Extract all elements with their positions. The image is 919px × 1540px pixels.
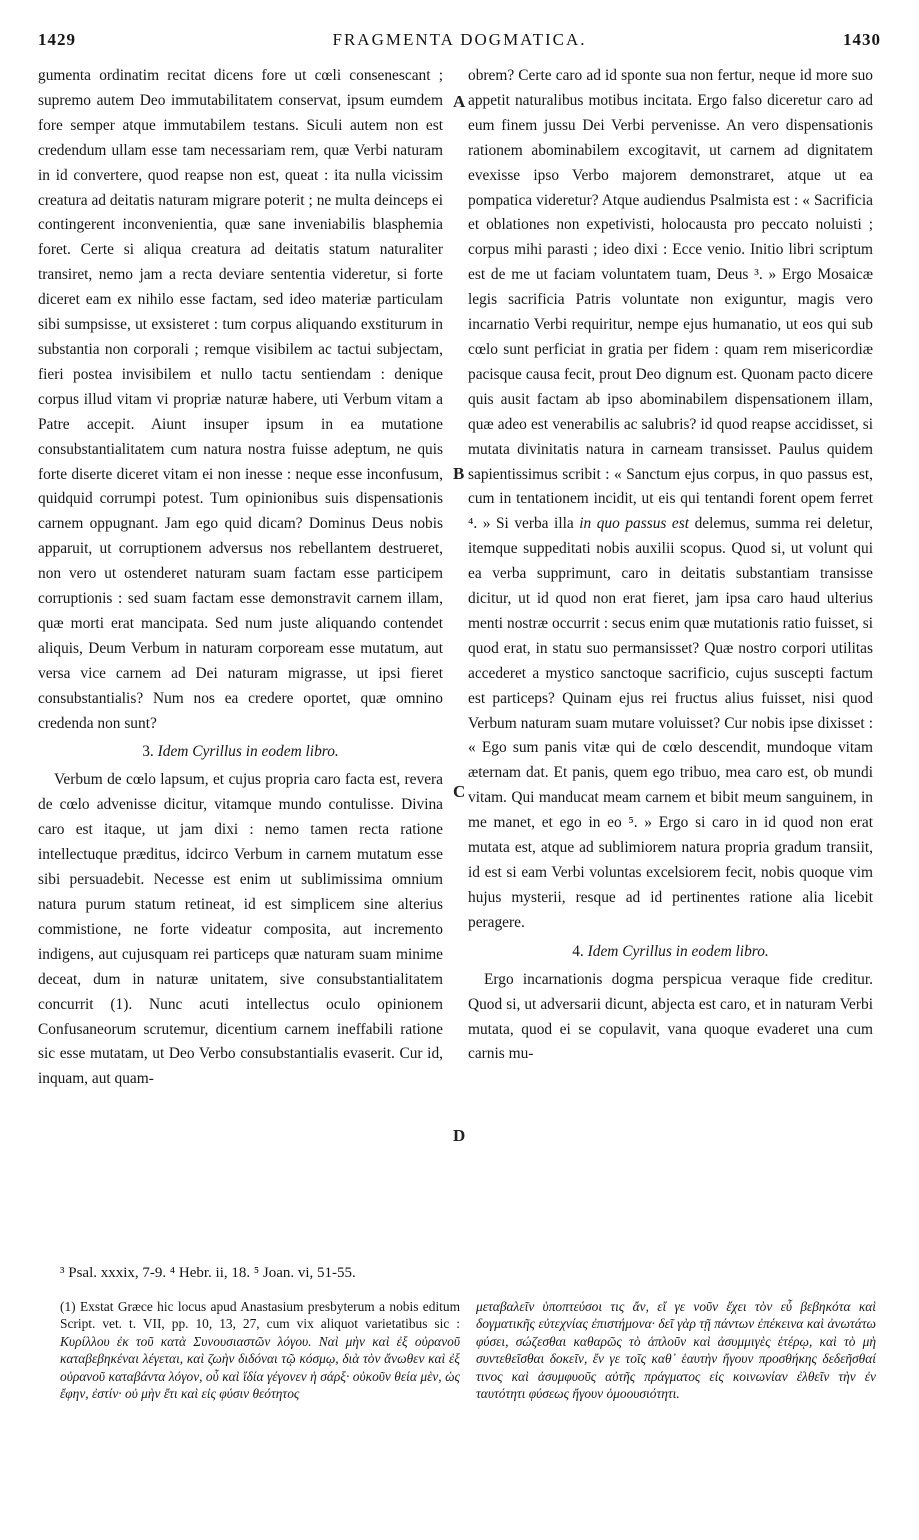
section-number-4: 4. bbox=[572, 942, 584, 960]
right-paragraph-1-tail: delemus, summa rei deletur, itemque suppeditati nobis auxilii scopus. Quod si, ut volunt qui ea verba supprimunt, caro in deitatis substantiam transisse dicitur, ut id quod non erat fieret, jam ipsa caro haud ulterius menti nostræ occurrit : secus enim quæ mutationis ratio fuisset, si quod erat, in statu suo permansisset? Quæ nostro corpori utilitas accederet a mystico sanctoque sacrificio, cujus suscepti factum est particeps? Quinam ejus rei fructus alius fuisset, nisi quod Verbum naturam suam mutare voluisset? Cur nobis ipse dixisset : « Ego sum panis vitæ qui de cœlo descendit, mundoque vitam æternam dat. Et panis, quem ego tribuo, mea caro est, ob mundi vitam. Qui manducat meam carnem et bibit meum sanguinem, in me manet, et ego in eo ⁵. » Ergo si caro in id quod non erat mutata est, atque ad sublimiorem natura propria gradum transiit, id est si eam Verbi voluntas excelsiorem fecit, nobis quoque vim hujus mysterii, resque ad id pertinentes ratione alia licebit peragere. bbox=[468, 515, 873, 931]
note-1-text bbox=[60, 1298, 460, 1402]
margin-marker-b: B bbox=[453, 464, 465, 483]
page-number-left: 1429 bbox=[38, 30, 76, 49]
right-paragraph-1 bbox=[468, 64, 873, 936]
section-title-4: Idem Cyrillus in eodem libro. bbox=[587, 942, 769, 960]
scripture-footnotes: ³ Psal. xxxix, 7-9. ⁴ Hebr. ii, 18. ⁵ Joan. vi, 51-55. bbox=[60, 1265, 356, 1281]
page-number-right: 1430 bbox=[843, 30, 881, 49]
right-paragraph-1-text: obrem? Certe caro ad id sponte sua non fertur, neque id more suo appetit naturalibus motibus incitata. Ergo falso diceretur caro ad eum finem jussu Dei Verbi pervenisse. An vero dispensationis rationem abominabilem excogitavit, ut carnem ad dignitatem evexisse ipso Verbo majorem demonstraret, atque ut ea pompatica videretur? Atque audiendus Psalmista est : « Sacrificia et oblationes non expetivisti, holocausta pro peccato noluisti ; corpus mihi parasti ; ideo dixi : Ecce venio. Initio libri scriptum est de me ut faciam voluntatem tuam, Deus ³. » Ergo Mosaicæ legis sacrificia Patris voluntate non exiguntur, magis vero incarnatio Verbi requiritur, nempe ejus humanatio, ut eos qui sub cœlo sunt perficiat in gratia per fidem : quam rem misericordiæ pacisque causa fecit, prout Deo dignum est. Quonam pacto dicere quis ausit factam ab ipso abominabilem dispensationem illam, quæ adeo est venerabilis ac salubris? id quod reapse accidisset, si mutata divinitatis natura in carneam transisset. Paulus quidem sapientissimus scribit : « Sanctum ejus corpus, in quo passus est, cum in tentationem incidit, ut eis qui tentandi forent opem ferret ⁴. » Si verba illa bbox=[468, 67, 873, 533]
section-heading-4 bbox=[468, 940, 873, 964]
margin-marker-a: A bbox=[453, 92, 466, 111]
note-1-latin: (1) Exstat Græce hic locus apud Anastasium presbyterum a nobis editum Script. vet. t. VII, pp. 10, 13, 27, cum vix aliquot varietatibus sic : bbox=[60, 1299, 460, 1332]
note-1-left bbox=[60, 1298, 460, 1402]
left-paragraph-2: Verbum de cœlo lapsum, et cujus propria caro facta est, revera de cœlo advenisse dicitur, vitamque mundo contulisse. Divina caro est itaque, ut jam dixi : nemo tamen recta ratione intellectuque præditus, idcirco Verbum in carnem mutatum esse sibi persuadebit. Necesse est enim ut sublimissima omnium natura purum statum retineat, id est simplicem sine alterius commistione, ne forte videatur composita, aut incremento indigens, aut cujusquam rei particeps quæ naturam suam minime deceat, dum in naturæ unitatem, sive consubstantialitatem concurrit (1). Nunc acuti intellectus oculo opinionem Confusaneorum scrutemur, dicentium carnem ineffabili ratione sic esse mutatam, ut Deo Verbo consubstantialis evaserit. Cur id, inquam, aut quam- bbox=[38, 771, 443, 1088]
section-number-3: 3. bbox=[142, 743, 154, 761]
section-title-3: Idem Cyrillus in eodem libro. bbox=[157, 743, 339, 761]
note-1-right bbox=[476, 1298, 876, 1402]
margin-marker-c: C bbox=[453, 782, 466, 801]
left-column bbox=[38, 64, 443, 1092]
section-heading-3 bbox=[38, 740, 443, 764]
running-title: FRAGMENTA DOGMATICA. bbox=[332, 30, 587, 49]
right-paragraph-2: Ergo incarnationis dogma perspicua veraque fide creditur. Quod si, ut adversarii dicunt, abjecta est caro, et in naturam Verbi mutata, quod ei se copulavit, vana quoque evaderet una cum carnis mu- bbox=[468, 970, 873, 1063]
margin-marker-d: D bbox=[453, 1126, 466, 1145]
text-columns bbox=[38, 56, 881, 1272]
running-header bbox=[38, 30, 881, 56]
right-column bbox=[468, 64, 873, 1067]
right-paragraph-1-italic: in quo passus est bbox=[579, 515, 690, 533]
left-paragraph-1: gumenta ordinatim recitat dicens fore ut cœli consenescant ; supremo autem Deo immutabilitatem conservat, ipsum eumdem fore semper atque immutabilem testans. Siculi autem non est credendum ullam esse tam necessariam rem, quæ Verbi naturam in id convertere, quod reapse non est, queat : ita nulla vicissim creatura ad deitatis naturam migrare poterit ; ne multa deinceps ei contingerent inconvenientia, quæ sane inveniabilis blasphemia foret. Certe si aliqua creatura ad deitatis statum naturaliter transiret, nemo jam a recta deviare sententia videretur, si forte diceret eam ex nihilo esse factam, sed ideo materiæ particulam sibi sumpsisse, ut exsisteret : tum corpus aliquando exstiturum in substantia non corporali ; remque visibilem ac tactui subjectam, fieri postea invisibilem et nullo tactu sentiendam : denique corpus illud vitam vi propriæ naturæ habere, uti Verbum vitam a Patre accepit. Aiunt insuper ipsum in ea mutatione consubstantialitatem cum natura nostra fuisse adeptum, ne quis forte diserte diceret vitam ei non inesse : neque esse inconfusum, quidquid corrumpi potest. Tum opinionibus suis dispensationis carnem oppugnant. Jam ego quid dicam? Dominus Deus nobis apparuit, ut corruptionem adversus nos rebellantem destrueret, non vero ut ostenderet naturam suam factam esse participem corruptionis : sed suam factam esse demonstravit carnem illam, quæ morti erat mancipata. Sed num juste aliquando contendet aliquis, Deum Verbum in naturam corpoream esse mutatum, aut versa vice carnem ad Dei naturam migrasse, ut ipsi fieret consubstantialis? Num nos ea credere oportet, quæ omnino credenda non sunt? bbox=[38, 67, 443, 732]
note-1-greek-continued: μεταβαλεῖν ὑποπτεύσοι τις ἄν, εἴ γε νοῦν ἔχει τὸν εὖ βεβηκότα καὶ δογματικῆς εὐτεχνίας ἐπιστήμονα· δεῖ γὰρ τῇ πάντων ἐπέκεινα καὶ ἀνωτάτω φύσει, σώζεσθαι καθαρῶς τὸ ἁπλοῦν καὶ ἀσυμμιγὲς ἑτέρῳ, καὶ τὸ μὴ συντεθεῖσθαι δοκεῖν, ἔν γε τοῖς καθ᾽ ἑαυτὴν ἤγουν προσθήκης δεδεῆσθαί τινος καὶ ἀσυμφυοῦς αὐτῆς πράγματος εἰς κοινωνίαν ἐλθεῖν τὴν ἐν ταυτότητι φύσεως ἤγουν ὁμοουσιότητι. bbox=[476, 1299, 876, 1402]
note-1-greek: Κυρίλλου ἐκ τοῦ κατὰ Συνουσιαστῶν λόγου. Ναὶ μὴν καὶ ἐξ οὐρανοῦ καταβεβηκέναι λέγεται, καὶ ζωὴν διδόναι τῷ κόσμῳ, διὰ τὸν ἄνωθεν καὶ ἐξ οὐρανοῦ καταβάντα λόγον, οὗ καὶ ἴδία γέγονεν ἡ σάρξ· οὐκοῦν θεία μὲν, ὡς ἔφην, ἐστίν· οὐ μὴν ἔτι καὶ εἰς φύσιν θεότητος bbox=[60, 1333, 460, 1402]
